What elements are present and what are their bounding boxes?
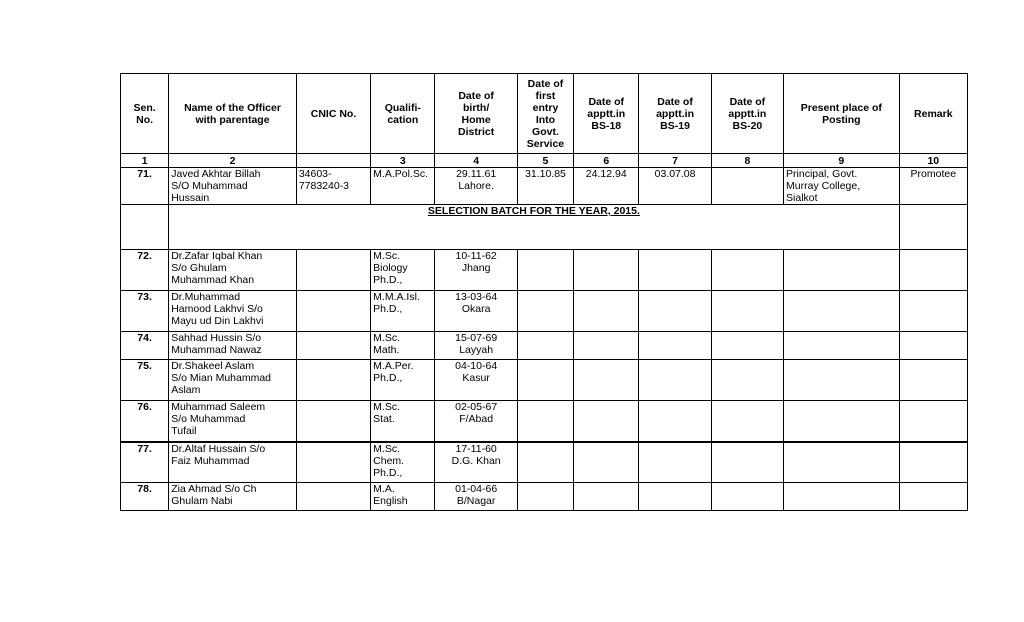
remark: Promotee bbox=[899, 168, 967, 205]
date-bs18 bbox=[574, 442, 639, 483]
date-bs20 bbox=[711, 250, 783, 291]
date-bs19: 03.07.08 bbox=[639, 168, 711, 205]
serial-number: 72. bbox=[121, 250, 169, 291]
table-row bbox=[121, 168, 968, 205]
date-bs18 bbox=[574, 483, 639, 511]
cnic-number bbox=[296, 483, 370, 511]
qualification: M.A.Pol.Sc. bbox=[371, 168, 435, 205]
header-dob: Date of birth/ Home District bbox=[435, 74, 517, 154]
serial-number: 74. bbox=[121, 332, 169, 360]
table-row bbox=[121, 360, 968, 401]
remark bbox=[899, 401, 967, 442]
date-first-entry: 31.10.85 bbox=[517, 168, 573, 205]
table-row bbox=[121, 332, 968, 360]
date-bs20 bbox=[711, 483, 783, 511]
date-bs19 bbox=[639, 291, 711, 332]
header-bs19: Date of apptt.in BS-19 bbox=[639, 74, 711, 154]
header-name: Name of the Officer with parentage bbox=[169, 74, 297, 154]
remark bbox=[899, 483, 967, 511]
table-row bbox=[121, 442, 968, 483]
present-posting: Principal, Govt. Murray College, Sialkot bbox=[784, 168, 900, 205]
column-number bbox=[296, 154, 370, 168]
remark bbox=[899, 250, 967, 291]
empty-cell bbox=[121, 205, 169, 250]
cnic-number bbox=[296, 291, 370, 332]
present-posting bbox=[784, 250, 900, 291]
date-first-entry bbox=[517, 250, 573, 291]
qualification: M.A.Per. Ph.D., bbox=[371, 360, 435, 401]
date-bs18: 24.12.94 bbox=[574, 168, 639, 205]
serial-number: 73. bbox=[121, 291, 169, 332]
header-bs20: Date of apptt.in BS-20 bbox=[711, 74, 783, 154]
date-bs19 bbox=[639, 401, 711, 442]
cnic-number bbox=[296, 360, 370, 401]
date-of-birth: 02-05-67 F/Abad bbox=[435, 401, 517, 442]
date-bs20 bbox=[711, 401, 783, 442]
officer-name: Dr.Muhammad Hamood Lakhvi S/o Mayu ud Din Lakhvi bbox=[169, 291, 297, 332]
serial-number: 71. bbox=[121, 168, 169, 205]
serial-number: 76. bbox=[121, 401, 169, 442]
column-number: 5 bbox=[517, 154, 573, 168]
date-bs20 bbox=[711, 291, 783, 332]
date-of-birth: 15-07-69 Layyah bbox=[435, 332, 517, 360]
officer-name: Javed Akhtar Billah S/O Muhammad Hussain bbox=[169, 168, 297, 205]
header-cnic: CNIC No. bbox=[296, 74, 370, 154]
empty-cell bbox=[899, 205, 967, 250]
remark bbox=[899, 442, 967, 483]
header-bs18: Date of apptt.in BS-18 bbox=[574, 74, 639, 154]
column-number: 7 bbox=[639, 154, 711, 168]
column-number: 10 bbox=[899, 154, 967, 168]
date-of-birth: 17-11-60 D.G. Khan bbox=[435, 442, 517, 483]
present-posting bbox=[784, 442, 900, 483]
cnic-number: 34603- 7783240-3 bbox=[296, 168, 370, 205]
qualification: M.Sc. Chem. Ph.D., bbox=[371, 442, 435, 483]
present-posting bbox=[784, 401, 900, 442]
present-posting bbox=[784, 332, 900, 360]
remark bbox=[899, 291, 967, 332]
cnic-number bbox=[296, 332, 370, 360]
date-first-entry bbox=[517, 483, 573, 511]
date-bs18 bbox=[574, 250, 639, 291]
qualification: M.M.A.Isl. Ph.D., bbox=[371, 291, 435, 332]
cnic-number bbox=[296, 442, 370, 483]
column-number: 2 bbox=[169, 154, 297, 168]
officer-name: Dr.Zafar Iqbal Khan S/o Ghulam Muhammad Khan bbox=[169, 250, 297, 291]
column-number: 4 bbox=[435, 154, 517, 168]
officer-name: Dr.Altaf Hussain S/o Faiz Muhammad bbox=[169, 442, 297, 483]
date-bs19 bbox=[639, 483, 711, 511]
date-bs20 bbox=[711, 360, 783, 401]
header-row bbox=[121, 74, 968, 154]
qualification: M.Sc. Stat. bbox=[371, 401, 435, 442]
header-qualification: Qualifi- cation bbox=[371, 74, 435, 154]
date-of-birth: 10-11-62 Jhang bbox=[435, 250, 517, 291]
cnic-number bbox=[296, 250, 370, 291]
date-of-birth: 04-10-64 Kasur bbox=[435, 360, 517, 401]
present-posting bbox=[784, 291, 900, 332]
serial-number: 75. bbox=[121, 360, 169, 401]
date-first-entry bbox=[517, 291, 573, 332]
date-bs18 bbox=[574, 360, 639, 401]
date-bs19 bbox=[639, 360, 711, 401]
officer-name: Dr.Shakeel Aslam S/o Mian Muhammad Aslam bbox=[169, 360, 297, 401]
present-posting bbox=[784, 483, 900, 511]
serial-number: 77. bbox=[121, 442, 169, 483]
table-row bbox=[121, 401, 968, 442]
header-posting: Present place of Posting bbox=[784, 74, 900, 154]
date-of-birth: 01-04-66 B/Nagar bbox=[435, 483, 517, 511]
header-sen: Sen. No. bbox=[121, 74, 169, 154]
date-bs18 bbox=[574, 401, 639, 442]
column-number: 3 bbox=[371, 154, 435, 168]
date-of-birth: 29.11.61 Lahore. bbox=[435, 168, 517, 205]
officer-name: Sahhad Hussin S/o Muhammad Nawaz bbox=[169, 332, 297, 360]
date-first-entry bbox=[517, 442, 573, 483]
column-number-row bbox=[121, 154, 968, 168]
batch-row bbox=[121, 205, 968, 250]
header-entry: Date of first entry Into Govt. Service bbox=[517, 74, 573, 154]
date-bs18 bbox=[574, 291, 639, 332]
remark bbox=[899, 332, 967, 360]
table-row bbox=[121, 483, 968, 511]
date-of-birth: 13-03-64 Okara bbox=[435, 291, 517, 332]
date-bs19 bbox=[639, 332, 711, 360]
officer-name: Zia Ahmad S/o Ch Ghulam Nabi bbox=[169, 483, 297, 511]
present-posting bbox=[784, 360, 900, 401]
qualification: M.Sc. Biology Ph.D., bbox=[371, 250, 435, 291]
date-first-entry bbox=[517, 401, 573, 442]
officers-table bbox=[120, 73, 968, 511]
remark bbox=[899, 360, 967, 401]
date-first-entry bbox=[517, 360, 573, 401]
date-bs19 bbox=[639, 442, 711, 483]
date-bs20 bbox=[711, 442, 783, 483]
date-bs20 bbox=[711, 168, 783, 205]
officer-name: Muhammad Saleem S/o Muhammad Tufail bbox=[169, 401, 297, 442]
column-number: 6 bbox=[574, 154, 639, 168]
column-number: 8 bbox=[711, 154, 783, 168]
serial-number: 78. bbox=[121, 483, 169, 511]
column-number: 9 bbox=[784, 154, 900, 168]
batch-title: SELECTION BATCH FOR THE YEAR, 2015. bbox=[169, 205, 899, 250]
table-row bbox=[121, 291, 968, 332]
date-bs19 bbox=[639, 250, 711, 291]
column-number: 1 bbox=[121, 154, 169, 168]
qualification: M.Sc. Math. bbox=[371, 332, 435, 360]
cnic-number bbox=[296, 401, 370, 442]
table-row bbox=[121, 250, 968, 291]
date-bs20 bbox=[711, 332, 783, 360]
qualification: M.A. English bbox=[371, 483, 435, 511]
date-first-entry bbox=[517, 332, 573, 360]
header-remark: Remark bbox=[899, 74, 967, 154]
date-bs18 bbox=[574, 332, 639, 360]
